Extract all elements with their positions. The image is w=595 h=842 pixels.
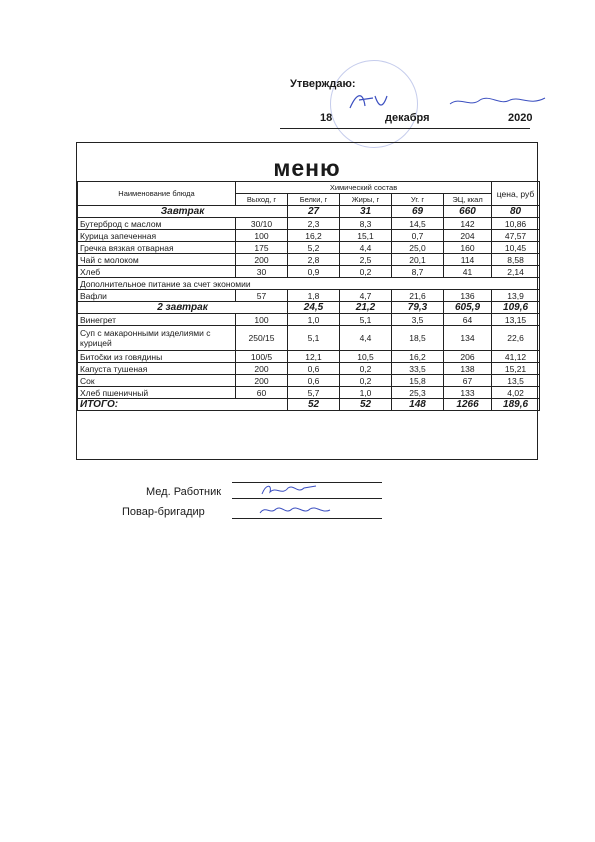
approval-signature-icon bbox=[345, 90, 555, 112]
dish-carbs: 25,0 bbox=[392, 242, 444, 254]
menu-table-frame bbox=[76, 142, 538, 460]
dish-price: 15,21 bbox=[492, 363, 540, 375]
total-energy: 1266 bbox=[444, 399, 492, 411]
dish-carbs: 15,8 bbox=[392, 375, 444, 387]
dish-price: 10,45 bbox=[492, 242, 540, 254]
dish-name: Вафли bbox=[78, 290, 236, 302]
dish-price: 4,02 bbox=[492, 387, 540, 399]
total-price: 189,6 bbox=[492, 399, 540, 411]
table-row bbox=[78, 230, 540, 242]
dish-yield: 200 bbox=[236, 254, 288, 266]
dish-protein: 5,1 bbox=[288, 326, 340, 351]
dish-yield: 100/5 bbox=[236, 351, 288, 363]
dish-protein: 0,6 bbox=[288, 375, 340, 387]
total-protein: 52 bbox=[288, 399, 340, 411]
dish-energy: 142 bbox=[444, 218, 492, 230]
dish-price: 8,58 bbox=[492, 254, 540, 266]
dish-carbs: 25,3 bbox=[392, 387, 444, 399]
dish-name: Хлеб пшеничный bbox=[78, 387, 236, 399]
table-row bbox=[78, 242, 540, 254]
dish-yield: 57 bbox=[236, 290, 288, 302]
meal-row-breakfast bbox=[78, 206, 540, 218]
table-row bbox=[78, 218, 540, 230]
medic-signature-line bbox=[232, 498, 382, 499]
meal-carbs: 79,3 bbox=[392, 302, 444, 314]
dish-name: Сок bbox=[78, 375, 236, 387]
dish-yield: 100 bbox=[236, 230, 288, 242]
dish-name: Гречка вязкая отварная bbox=[78, 242, 236, 254]
header-yield: Выход, г bbox=[236, 194, 288, 206]
dish-carbs: 33,5 bbox=[392, 363, 444, 375]
dish-fat: 4,4 bbox=[340, 242, 392, 254]
dish-energy: 67 bbox=[444, 375, 492, 387]
approval-year: 2020 bbox=[508, 112, 533, 124]
dish-carbs: 18,5 bbox=[392, 326, 444, 351]
header-price: цена, руб bbox=[492, 182, 540, 206]
chef-label: Повар-бригадир bbox=[122, 506, 205, 518]
dish-price: 13,9 bbox=[492, 290, 540, 302]
dish-price: 13,15 bbox=[492, 314, 540, 326]
table-row bbox=[78, 326, 540, 351]
dish-fat: 15,1 bbox=[340, 230, 392, 242]
approval-day: 18 bbox=[320, 112, 333, 124]
medic-sign-row bbox=[140, 486, 400, 502]
header-protein: Белки, г bbox=[288, 194, 340, 206]
dish-fat: 4,7 bbox=[340, 290, 392, 302]
meal-protein: 24,5 bbox=[288, 302, 340, 314]
dish-protein: 1,8 bbox=[288, 290, 340, 302]
header-fat: Жиры, г bbox=[340, 194, 392, 206]
table-row bbox=[78, 363, 540, 375]
dish-protein: 2,3 bbox=[288, 218, 340, 230]
dish-energy: 41 bbox=[444, 266, 492, 278]
dish-protein: 16,2 bbox=[288, 230, 340, 242]
dish-name: Хлеб bbox=[78, 266, 236, 278]
dish-fat: 1,0 bbox=[340, 387, 392, 399]
medic-signature-icon bbox=[258, 482, 338, 498]
table-row bbox=[78, 387, 540, 399]
dish-energy: 160 bbox=[444, 242, 492, 254]
dish-name: Суп с макаронными изделиями с курицей bbox=[78, 326, 236, 351]
dish-carbs: 0,7 bbox=[392, 230, 444, 242]
dish-energy: 114 bbox=[444, 254, 492, 266]
dish-energy: 136 bbox=[444, 290, 492, 302]
dish-carbs: 14,5 bbox=[392, 218, 444, 230]
dish-carbs: 8,7 bbox=[392, 266, 444, 278]
header-name: Наименование блюда bbox=[78, 182, 236, 206]
approval-title: Утверждаю: bbox=[290, 78, 356, 90]
dish-fat: 4,4 bbox=[340, 326, 392, 351]
dish-yield: 30/10 bbox=[236, 218, 288, 230]
meal-price: 109,6 bbox=[492, 302, 540, 314]
table-row bbox=[78, 314, 540, 326]
dish-fat: 5,1 bbox=[340, 314, 392, 326]
dish-fat: 8,3 bbox=[340, 218, 392, 230]
dish-name: Бутерброд с маслом bbox=[78, 218, 236, 230]
total-label: ИТОГО: bbox=[78, 399, 288, 411]
dish-yield: 30 bbox=[236, 266, 288, 278]
dish-energy: 204 bbox=[444, 230, 492, 242]
dish-name: Курица запеченная bbox=[78, 230, 236, 242]
dish-energy: 206 bbox=[444, 351, 492, 363]
header-energy: ЭЦ, ккал bbox=[444, 194, 492, 206]
dish-yield: 200 bbox=[236, 363, 288, 375]
dish-energy: 134 bbox=[444, 326, 492, 351]
dish-yield: 175 bbox=[236, 242, 288, 254]
dish-protein: 5,7 bbox=[288, 387, 340, 399]
dish-carbs: 3,5 bbox=[392, 314, 444, 326]
dish-fat: 0,2 bbox=[340, 266, 392, 278]
total-carbs: 148 bbox=[392, 399, 444, 411]
extra-label: Дополнительное питание за счет экономии bbox=[78, 278, 540, 290]
dish-yield: 60 bbox=[236, 387, 288, 399]
dish-fat: 0,2 bbox=[340, 363, 392, 375]
table-row bbox=[78, 266, 540, 278]
menu-title: меню bbox=[273, 155, 341, 181]
dish-protein: 2,8 bbox=[288, 254, 340, 266]
dish-energy: 133 bbox=[444, 387, 492, 399]
header-carbs: Уг. г bbox=[392, 194, 444, 206]
meal-protein: 27 bbox=[288, 206, 340, 218]
dish-protein: 12,1 bbox=[288, 351, 340, 363]
dish-energy: 64 bbox=[444, 314, 492, 326]
dish-yield: 100 bbox=[236, 314, 288, 326]
dish-name: Капуста тушеная bbox=[78, 363, 236, 375]
dish-price: 41,12 bbox=[492, 351, 540, 363]
dish-energy: 138 bbox=[444, 363, 492, 375]
chef-signature-line bbox=[232, 518, 382, 519]
table-row bbox=[78, 375, 540, 387]
table-row bbox=[78, 254, 540, 266]
dish-name: Чай с молоком bbox=[78, 254, 236, 266]
extra-label-row bbox=[78, 278, 540, 290]
dish-price: 10,86 bbox=[492, 218, 540, 230]
dish-price: 13,5 bbox=[492, 375, 540, 387]
dish-protein: 0,9 bbox=[288, 266, 340, 278]
table-row bbox=[78, 290, 540, 302]
meal-label: Завтрак bbox=[78, 206, 288, 218]
dish-carbs: 16,2 bbox=[392, 351, 444, 363]
dish-protein: 0,6 bbox=[288, 363, 340, 375]
dish-protein: 5,2 bbox=[288, 242, 340, 254]
dish-yield: 250/15 bbox=[236, 326, 288, 351]
meal-price: 80 bbox=[492, 206, 540, 218]
menu-table bbox=[77, 181, 540, 411]
table-row bbox=[78, 351, 540, 363]
dish-name: Битočки из говядины bbox=[78, 351, 236, 363]
meal-energy: 660 bbox=[444, 206, 492, 218]
dish-price: 47,57 bbox=[492, 230, 540, 242]
dish-name: Винегрет bbox=[78, 314, 236, 326]
header-row-1 bbox=[78, 182, 540, 194]
approval-month: декабря bbox=[385, 112, 430, 124]
total-fat: 52 bbox=[340, 399, 392, 411]
header-chem: Химический состав bbox=[236, 182, 492, 194]
meal-fat: 31 bbox=[340, 206, 392, 218]
chef-signature-icon bbox=[258, 502, 338, 518]
dish-price: 2,14 bbox=[492, 266, 540, 278]
dish-fat: 2,5 bbox=[340, 254, 392, 266]
chef-sign-row bbox=[122, 506, 400, 522]
dish-carbs: 21,6 bbox=[392, 290, 444, 302]
total-row bbox=[78, 399, 540, 411]
meal-row-second bbox=[78, 302, 540, 314]
medic-label: Мед. Работник bbox=[146, 486, 222, 498]
meal-energy: 605,9 bbox=[444, 302, 492, 314]
dish-price: 22,6 bbox=[492, 326, 540, 351]
meal-carbs: 69 bbox=[392, 206, 444, 218]
dish-fat: 10,5 bbox=[340, 351, 392, 363]
meal-fat: 21,2 bbox=[340, 302, 392, 314]
meal-label: 2 завтрак bbox=[78, 302, 288, 314]
dish-fat: 0,2 bbox=[340, 375, 392, 387]
dish-protein: 1,0 bbox=[288, 314, 340, 326]
dish-carbs: 20,1 bbox=[392, 254, 444, 266]
dish-yield: 200 bbox=[236, 375, 288, 387]
